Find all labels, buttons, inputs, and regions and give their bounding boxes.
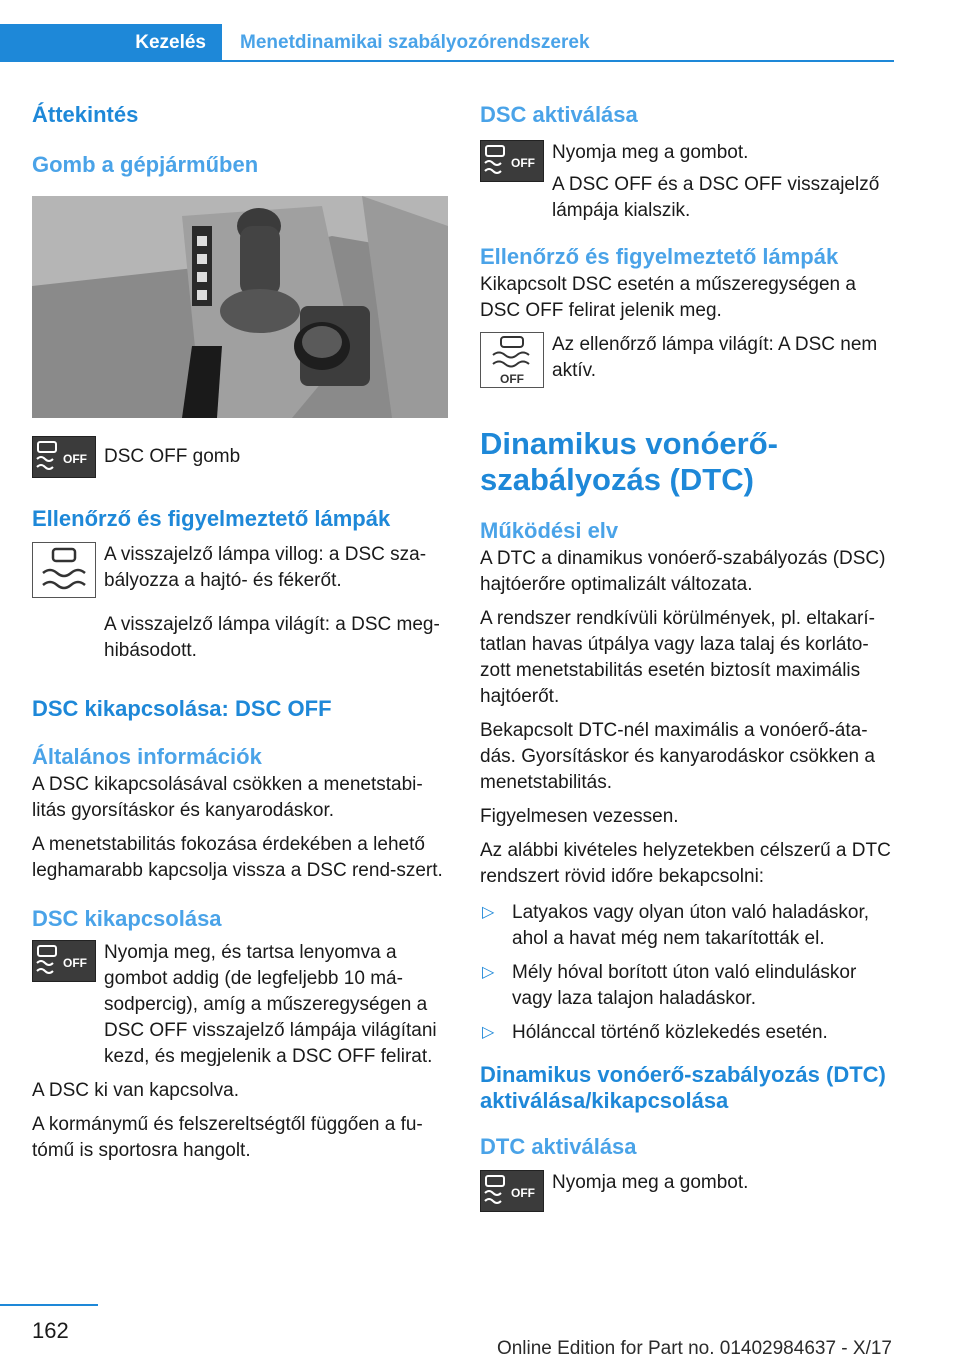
list-item-text: Hólánccal történő közlekedés esetén.: [512, 1022, 828, 1043]
heading-deactivate: DSC kikapcsolása: [32, 906, 222, 931]
exception-list: [480, 900, 896, 1046]
right-lamp-row: [480, 332, 896, 396]
list-item-text: Mély hóval borított úton való elinduláskor vagy laza talajon haladáskor.: [512, 962, 857, 1009]
section-title: Menetdinamikai szabályozórendszerek: [240, 32, 590, 53]
heading-button: Gomb a gépjárműben: [32, 152, 259, 177]
list-item: [480, 900, 896, 952]
dsc-off-button-icon-2: [32, 940, 96, 982]
deactivate-para-1: Nyomja meg, és tartsa lenyomva a gombot addig (de legfeljebb 10 má-sodpercig), amíg a műszeregységen a DSC OFF visszajelző lámpája világítani kezd, és megjelenik a DSC OFF felirat.: [104, 942, 437, 1067]
deactivate-para-2: A DSC ki van kapcsolva.: [32, 1080, 239, 1101]
triangle-bullet-icon: ▷: [482, 964, 495, 981]
dtc-activate-para-1: Nyomja meg a gombot.: [552, 1172, 749, 1193]
principle-para-2: A rendszer rendkívüli körülmények, pl. eltakarí-tatlan havas útpálya vagy laza talaj és korláto-zott menetstabilitás esetén biztosít maximális hajtóerőt.: [480, 608, 875, 707]
general-para-1: A DSC kikapcsolásával csökken a menetstabi-litás gyorsításkor és kanyarodáskor.: [32, 774, 423, 821]
icon-off-text: OFF: [63, 956, 87, 970]
footer-line: [0, 1304, 98, 1306]
list-item: [480, 960, 896, 1012]
page-number: 162: [32, 1318, 69, 1343]
principle-para-4: Figyelmesen vezessen.: [480, 806, 679, 827]
dsc-off-button-icon-4: [480, 1170, 544, 1212]
principle-para-3: Bekapcsolt DTC-nél maximális a vonóerő-áta-dás. Gyorsításkor és kanyarodáskor csökken a menetstabilitás.: [480, 720, 875, 793]
activate-para-2: A DSC OFF és a DSC OFF visszajelző lámpája kialszik.: [552, 174, 880, 221]
triangle-bullet-icon: ▷: [482, 1024, 495, 1041]
dsc-off-button-icon-3: [480, 140, 544, 182]
icon-off-text: OFF: [511, 1186, 535, 1200]
lamp-row: [32, 542, 448, 606]
icon-off-text: OFF: [63, 452, 87, 466]
list-item-text: Latyakos vagy olyan úton való haladáskor, ahol a havat még nem takarították el.: [512, 902, 870, 949]
dsc-off-lamp-icon: [480, 332, 544, 388]
activate-para-1: Nyomja meg a gombot.: [552, 142, 749, 163]
list-item: [480, 1020, 896, 1046]
triangle-bullet-icon: ▷: [482, 904, 495, 921]
heading-dtc: Dinamikus vonóerő-szabályozás (DTC): [480, 426, 778, 497]
dsc-off-button-label: DSC OFF gomb: [104, 446, 241, 467]
heading-dtc-activate: DTC aktiválása: [480, 1134, 637, 1159]
left-column: [32, 100, 448, 1164]
heading-principle: Működési elv: [480, 518, 619, 543]
heading-dtc-onoff: Dinamikus vonóerő-szabályozás (DTC) aktiválása/kikapcsolása: [480, 1062, 886, 1113]
dtc-activate-row: [480, 1170, 896, 1234]
heading-overview: Áttekintés: [32, 102, 139, 127]
heading-right-lamps: Ellenőrző és figyelmeztető lámpák: [480, 244, 839, 269]
heading-dsc-off: DSC kikapcsolása: DSC OFF: [32, 696, 332, 721]
principle-para-1: A DTC a dinamikus vonóerő-szabályozás (DSC) hajtóerőre optimalizált változata.: [480, 548, 886, 595]
principle-para-5: Az alábbi kivételes helyzetekben célszerű a DTC rendszert rövid időre bekapcsolni:: [480, 840, 891, 887]
dsc-off-button-icon: [32, 436, 96, 478]
lamp-para-1: A visszajelző lámpa villog: a DSC sza-bályozza a hajtó- és fékerőt.: [104, 544, 427, 591]
general-para-2: A menetstabilitás fokozása érdekében a lehető leghamarabb kapcsolja vissza a DSC rend-szert.: [32, 834, 443, 881]
edition-text: Online Edition for Part no. 01402984637 - X/17: [496, 1338, 892, 1359]
right-column: [480, 100, 896, 1234]
heading-lamps: Ellenőrző és figyelmeztető lámpák: [32, 506, 391, 531]
header-bar: [0, 24, 894, 62]
right-lamps-para-1: Kikapcsolt DSC esetén a műszeregységen a DSC OFF felirat jelenik meg.: [480, 274, 856, 321]
deactivate-row: [32, 940, 448, 1070]
dsc-warning-lamp-icon: [32, 542, 96, 598]
right-lamps-para-2: Az ellenőrző lámpa világít: A DSC nem aktív.: [552, 334, 878, 381]
tab-kezeles[interactable]: Kezelés: [0, 24, 222, 62]
dsc-off-button-row: [32, 436, 448, 500]
header-underline: [222, 60, 894, 62]
lamp-para-2: A visszajelző lámpa világít: a DSC meg-hibásodott.: [104, 614, 440, 661]
heading-dsc-activate: DSC aktiválása: [480, 102, 638, 127]
gear-console-photo: [32, 196, 448, 418]
icon-off-text: OFF: [511, 156, 535, 170]
heading-general: Általános információk: [32, 744, 262, 769]
icon-off-text: OFF: [500, 372, 524, 386]
activate-row: [480, 140, 896, 224]
deactivate-para-3: A kormánymű és felszereltségtől függően a fu-tómű is sportosra hangolt.: [32, 1114, 423, 1161]
